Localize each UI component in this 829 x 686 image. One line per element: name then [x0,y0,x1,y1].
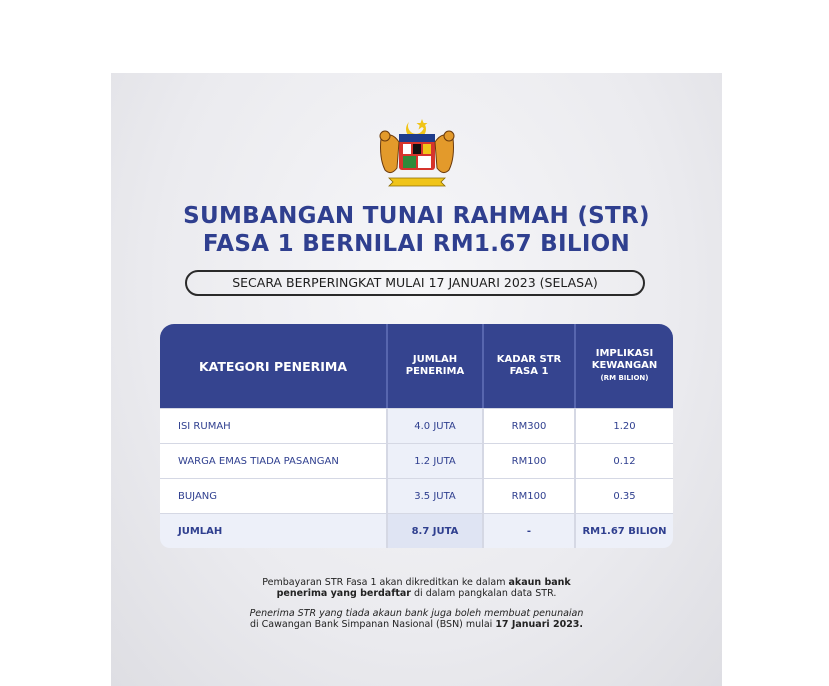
cell-impact: 0.35 [574,478,673,513]
note-line3: Penerima STR yang tiada akaun bank juga boleh membuat penunaian [249,608,584,619]
table-row [160,478,673,513]
cell-rate: RM100 [482,478,574,513]
note-bold: akaun bank [508,577,571,588]
date-subtitle: SECARA BERPERINGKAT MULAI 17 JANUARI 2023 (SELASA) [185,270,645,296]
note-bold: penerima yang berdaftar [276,588,411,599]
cell-category: BUJANG [160,478,386,513]
str-table [160,324,673,548]
cell-rate: RM100 [482,443,574,478]
page-title-line1: SUMBANGAN TUNAI RAHMAH (STR) [183,203,650,229]
header-rate-line1: KADAR STR [496,354,562,365]
header-recipients [386,324,482,408]
cell-category: ISI RUMAH [160,408,386,443]
table-row [160,408,673,443]
cell-impact: 0.12 [574,443,673,478]
malaysia-coat-of-arms-icon [369,118,465,190]
note-line2 [111,588,722,599]
cell-recipients: 1.2 JUTA [386,443,482,478]
infographic-card [111,73,722,686]
cell-category: WARGA EMAS TIADA PASANGAN [160,443,386,478]
cell-total-rate: - [482,513,574,548]
header-impact-line1: IMPLIKASI [595,348,654,359]
page-title-line2: FASA 1 BERNILAI RM1.67 BILION [202,231,631,257]
cell-recipients: 4.0 JUTA [386,408,482,443]
header-recipients-line1: JUMLAH [412,354,458,365]
cell-total-impact: RM1.67 BILION [574,513,673,548]
note-bold: 17 Januari 2023. [495,619,584,630]
note-line1 [111,577,722,588]
table-header-row [160,324,673,408]
cell-impact: 1.20 [574,408,673,443]
table-total-row [160,513,673,548]
note-text: di Cawangan Bank Simpanan Nasional (BSN) mulai [249,619,496,630]
note-line4 [111,619,722,630]
note-text: Pembayaran STR Fasa 1 akan dikreditkan ke dalam [262,577,509,588]
cell-total-recipients: 8.7 JUTA [386,513,482,548]
header-impact [574,324,673,408]
header-rate [482,324,574,408]
cell-recipients: 3.5 JUTA [386,478,482,513]
header-rate-line2: FASA 1 [509,366,549,377]
header-recipients-line2: PENERIMA [405,366,465,377]
header-impact-line2: KEWANGAN [591,360,658,371]
header-category: KATEGORI PENERIMA [160,324,386,408]
header-impact-unit: (RM BILION) [600,374,649,382]
note-text: di dalam pangkalan data STR. [411,588,557,599]
table-row [160,443,673,478]
cell-rate: RM300 [482,408,574,443]
cell-total-label: JUMLAH [160,513,386,548]
